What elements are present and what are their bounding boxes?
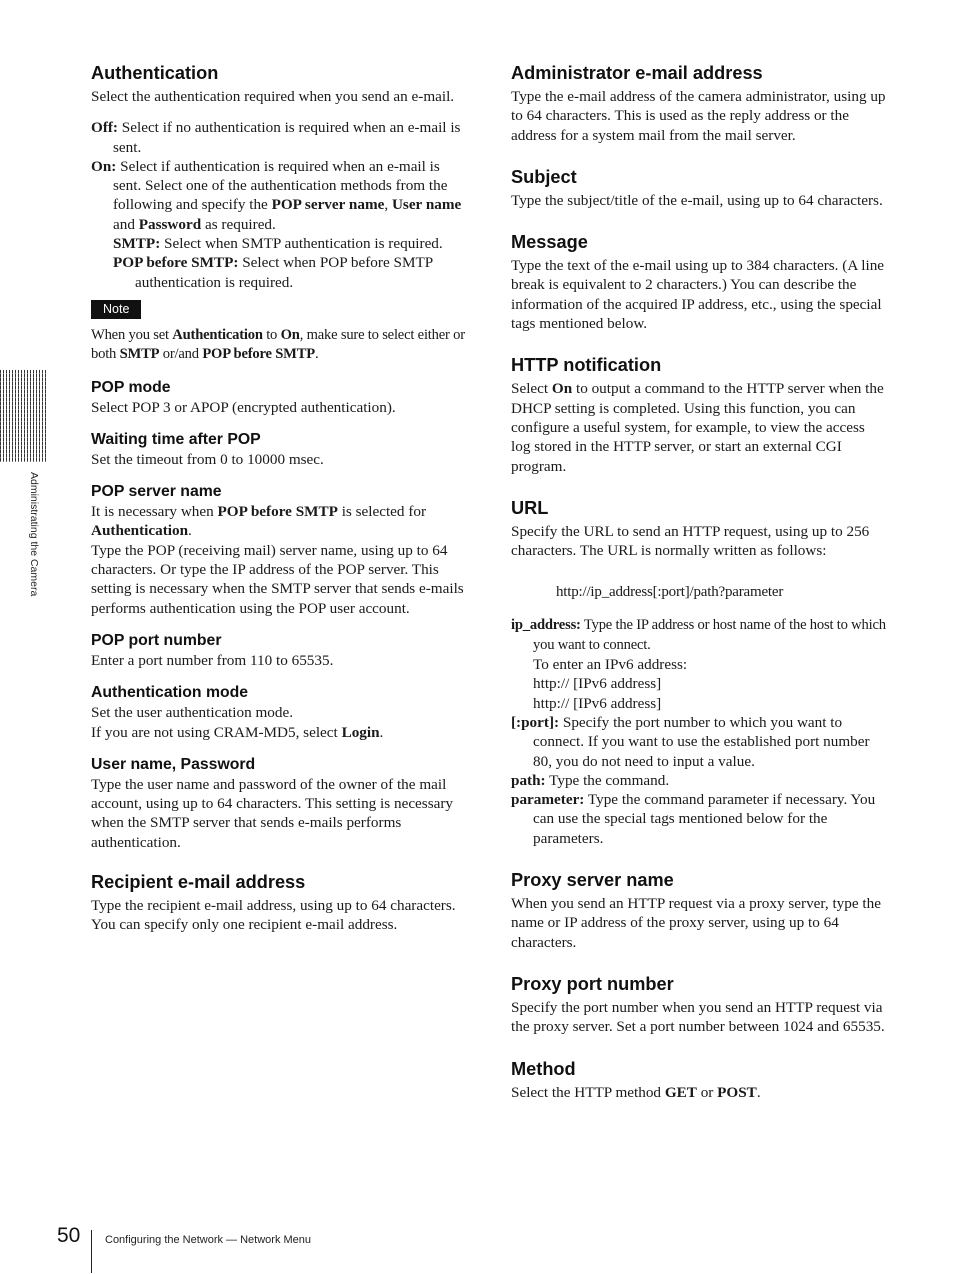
note-badge: Note: [91, 300, 141, 319]
waiting-time-text: Set the timeout from 0 to 10000 msec.: [91, 450, 324, 468]
proxy-server-text: When you send an HTTP request via a proxy server, type the name or IP address of the proxy server, using up to 64 characters.: [511, 895, 881, 951]
message-heading: Message: [511, 232, 588, 253]
authentication-heading: Authentication: [91, 63, 219, 83]
note-text: When you set Authentication to On, make sure to select either or both SMTP or/and POP before SMTP.: [91, 326, 465, 363]
subject-text: Type the subject/title of the e-mail, using up to 64 characters.: [511, 191, 883, 209]
recipient-text: Type the recipient e-mail address, using up to 64 characters. You can specify only one recipient e-mail address.: [91, 897, 456, 934]
pop-mode-heading: POP mode: [91, 378, 171, 396]
authentication-mode-heading: Authentication mode: [91, 684, 249, 702]
url-ipv6-line-2: http:// [IPv6 address]: [533, 675, 662, 693]
proxy-port-text: Specify the port number when you send an HTTP request via the proxy server. Set a port number between 1024 and 65535.: [511, 998, 885, 1036]
url-heading: URL: [511, 497, 549, 518]
left-column: [91, 62, 465, 935]
recipient-heading: Recipient e-mail address: [91, 872, 306, 893]
url-example: http://ip_address[:port]/path?parameter: [556, 584, 784, 601]
url-ipv6-line-1: To enter an IPv6 address:: [533, 656, 688, 674]
waiting-time-heading: Waiting time after POP: [91, 430, 261, 448]
url-ipv6-line-3: http:// [IPv6 address]: [533, 694, 662, 712]
pop-server-name-heading: POP server name: [91, 483, 222, 501]
side-thumb-tab: [0, 370, 46, 462]
pop-server-name-text-1: It is necessary when POP before SMTP is selected for Authentication.: [91, 503, 427, 540]
url-path-item: path: Type the command.: [511, 771, 670, 789]
auth-smtp-item: SMTP: Select when SMTP authentication is required.: [113, 235, 443, 253]
url-text: Specify the URL to send an HTTP request, using up to 256 characters. The URL is normally written as follows:: [511, 522, 870, 560]
user-name-password-text: Type the user name and password of the owner of the mail account, using up to 64 characters. This setting is necessary when the SMTP server that sends e-mails performs authentication.: [91, 775, 454, 851]
url-parameter-item: parameter: Type the command parameter if necessary. You can use the special tags mentioned below for the parameters.: [511, 791, 876, 847]
auth-off-item: Off: Select if no authentication is required when an e-mail is sent.: [91, 119, 461, 156]
message-text: Type the text of the e-mail using up to 384 characters. (A line break is equivalent to 2 characters.) You can describe the information of the acquired IP address, etc., using the special tags mentioned below.: [511, 257, 885, 333]
pop-server-name-text-2: Type the POP (receiving mail) server name, using up to 64 characters. Or type the IP address of the POP server. This setting is necessary when the SMTP server that sends e-mails performs authentication using the POP user account.: [91, 541, 464, 617]
pop-port-number-text: Enter a port number from 110 to 65535.: [91, 651, 334, 669]
http-notification-heading: HTTP notification: [511, 355, 662, 376]
user-name-password-heading: User name, Password: [91, 755, 256, 773]
url-port-item: [:port]: Specify the port number to which you want to connect. If you want to use the established port number 80, you do not need to input a value.: [511, 713, 870, 770]
footer-section-text: Configuring the Network — Network Menu: [105, 1234, 312, 1246]
admin-email-heading: Administrator e-mail address: [511, 63, 763, 83]
admin-email-text: Type the e-mail address of the camera administrator, using up to 64 characters. This is used as the reply address or the address for a system mail from the mail server.: [511, 88, 886, 144]
method-heading: Method: [511, 1058, 576, 1079]
side-tab-label: Administrating the Camera: [28, 472, 40, 597]
subject-heading: Subject: [511, 166, 577, 187]
http-notification-text: Select On to output a command to the HTTP server when the DHCP setting is completed. Using this function, you can configure a useful system, for example, to view the access log stored in the HTTP server, or start an external CGI program.: [511, 380, 884, 475]
authentication-intro: Select the authentication required when you send an e-mail.: [91, 88, 455, 105]
auth-on-item: On: Select if authentication is required when an e-mail is sent. Select one of the authentication methods from the following and specify the POP server name, User name and Password as required.: [91, 157, 462, 233]
proxy-port-heading: Proxy port number: [511, 973, 674, 994]
right-column: [511, 62, 887, 1102]
authentication-mode-text-2: If you are not using CRAM-MD5, select Login.: [91, 723, 384, 741]
auth-pop-before-smtp-item: POP before SMTP: Select when POP before SMTP authentication is required.: [113, 254, 433, 291]
url-ip-address-item: ip_address: Type the IP address or host name of the host to which you want to connect.: [511, 617, 886, 653]
method-text: Select the HTTP method GET or POST.: [511, 1083, 761, 1101]
proxy-server-heading: Proxy server name: [511, 870, 674, 891]
pop-port-number-heading: POP port number: [91, 631, 222, 649]
page-number: 50: [57, 1224, 81, 1247]
authentication-mode-text-1: Set the user authentication mode.: [91, 704, 294, 722]
pop-mode-text: Select POP 3 or APOP (encrypted authentication).: [91, 398, 396, 416]
footer-divider: [91, 1230, 92, 1273]
